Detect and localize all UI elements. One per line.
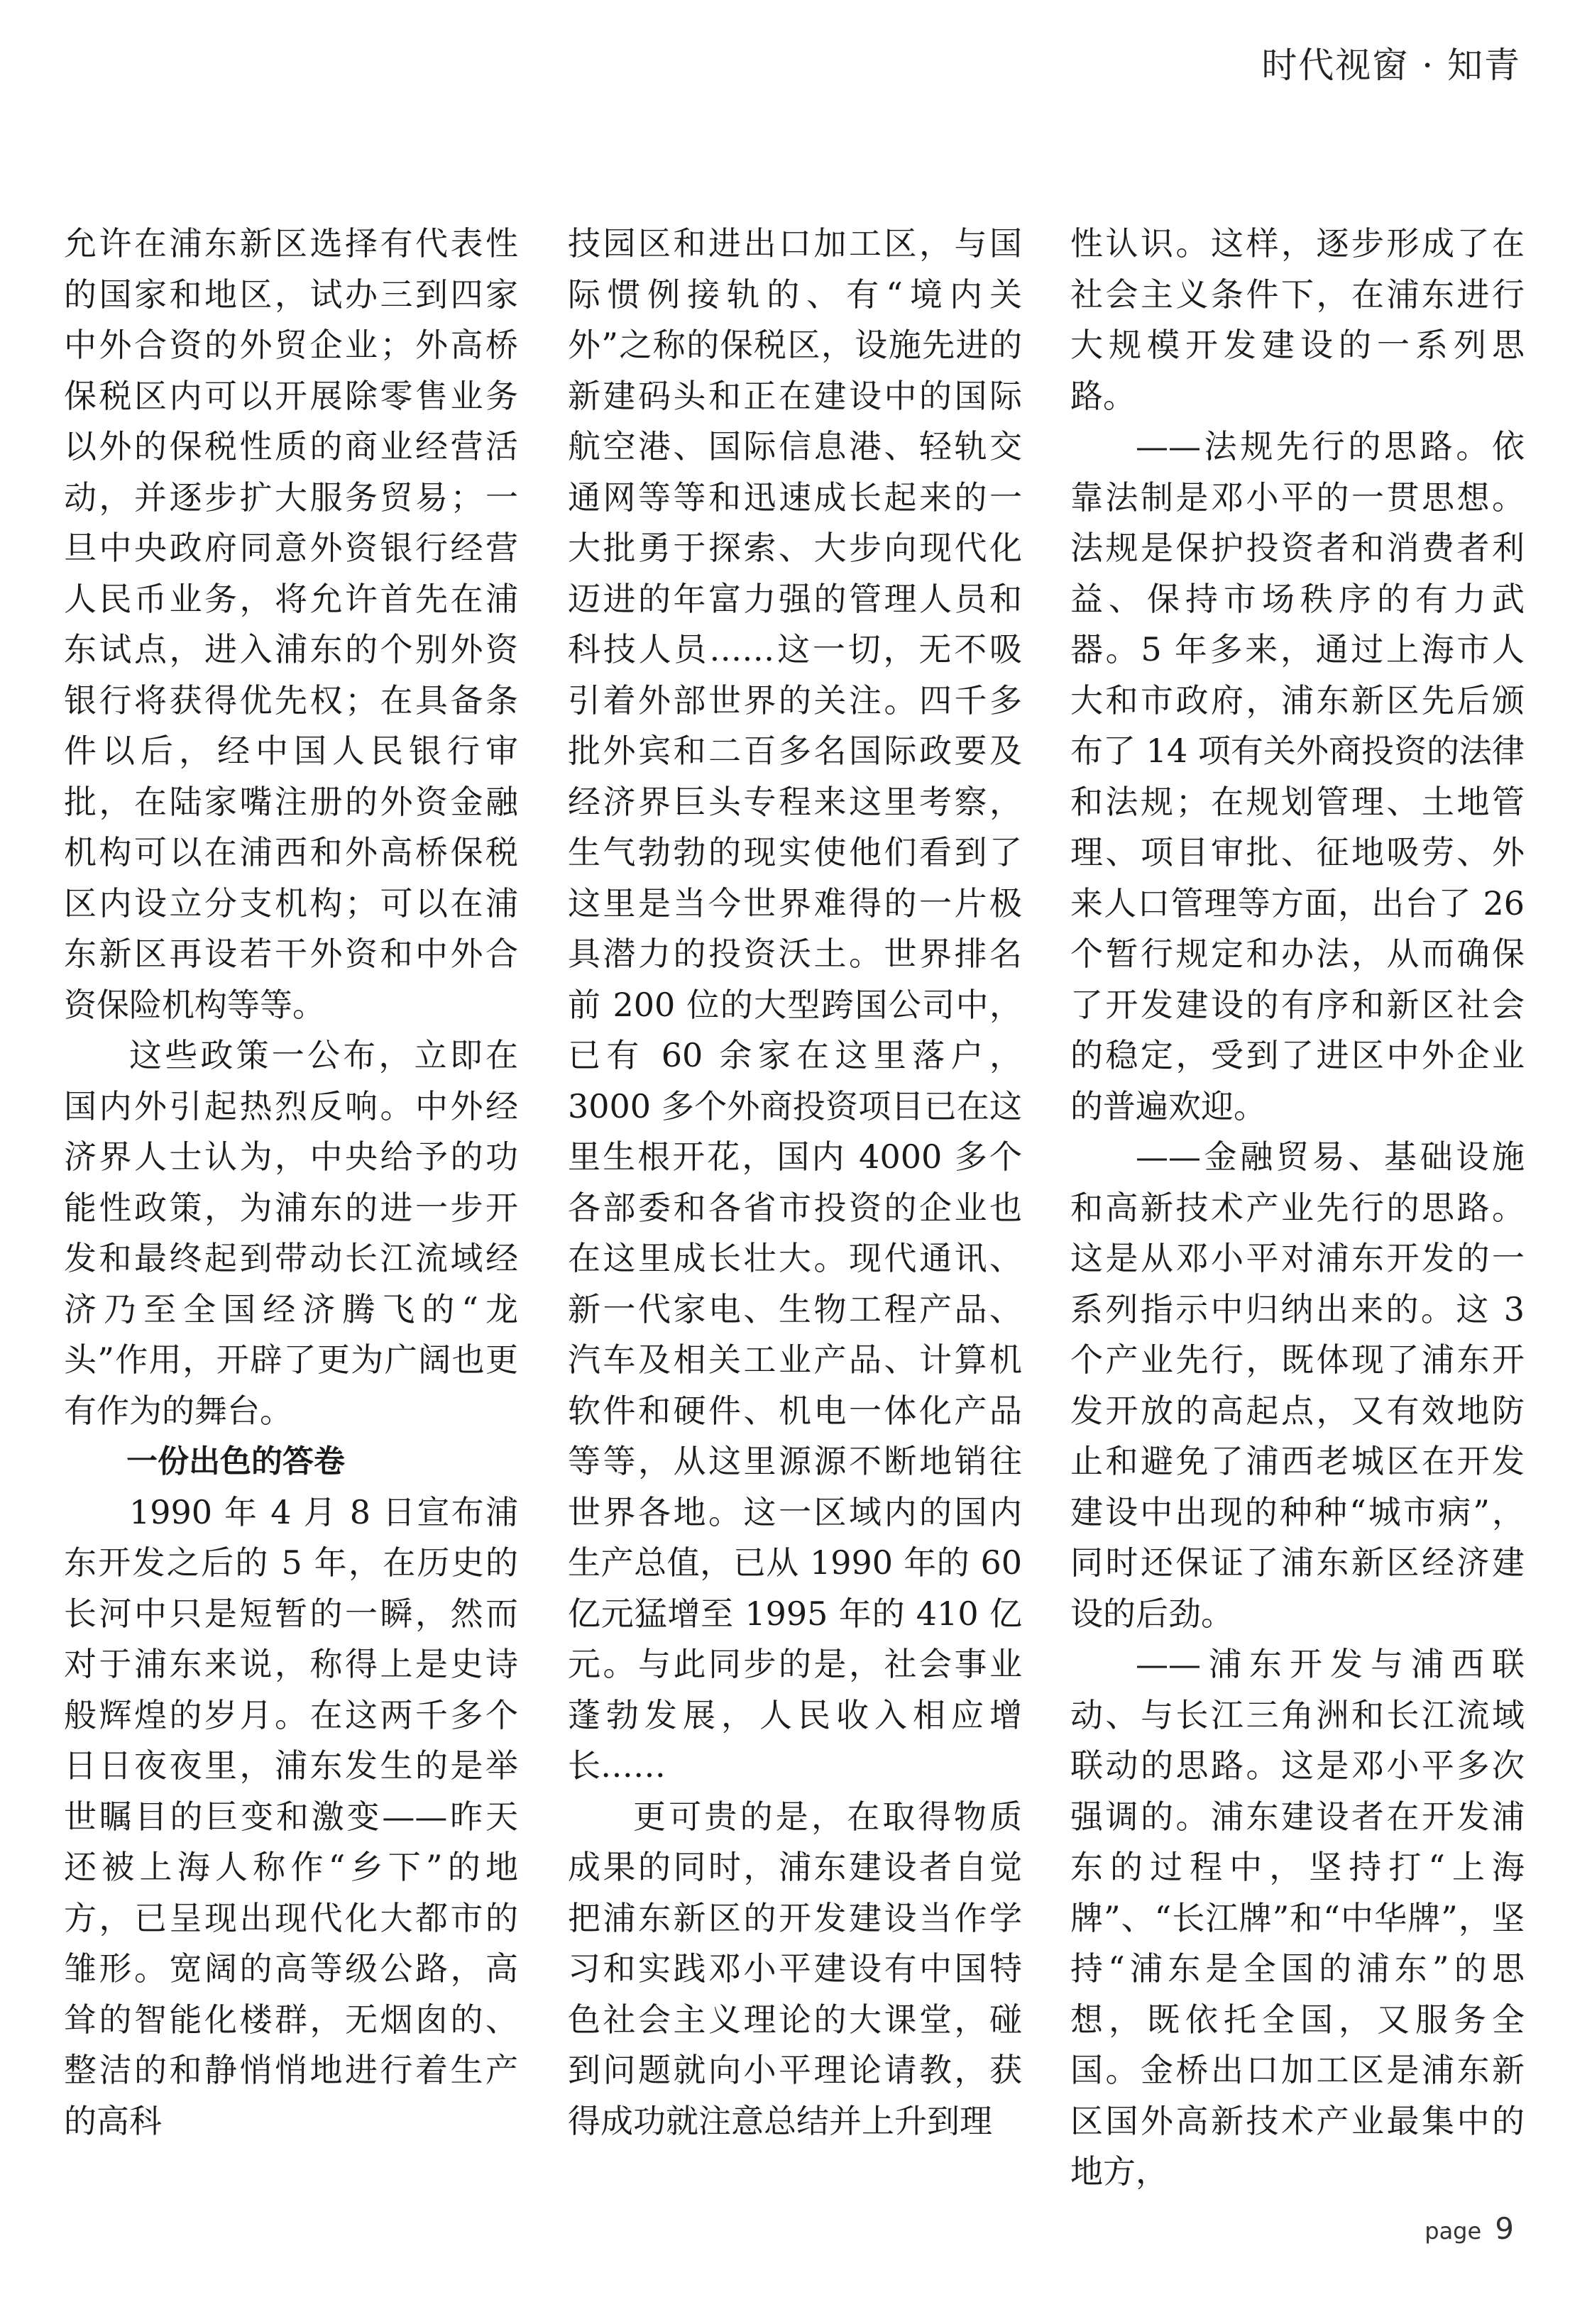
paragraph: 性认识。这样，逐步形成了在社会主义条件下，在浦东进行大规模开发建设的一系列思路。 [1070, 224, 1525, 415]
page-label: page [1424, 2218, 1482, 2245]
section-heading: 一份出色的答卷 [126, 1443, 345, 1480]
magazine-section-title: 时代视窗 · 知青 [1261, 45, 1521, 86]
paragraph: 更可贵的是，在取得物质成果的同时，浦东建设者自觉把浦东新区的开发建设当作学习和实践邓小平建设有中国特色社会主义理论的大课堂，碰到问题就向小平理论请教，获得成功就注意总结并上升到理 [568, 1797, 1022, 2140]
paragraph: 技园区和进出口加工区，与国际惯例接轨的、有“境内关外”之称的保税区，设施先进的新建码头和正在建设中的国际航空港、国际信息港、轻轨交通网等等和迅速成长起来的一大批勇于探索、大步向现代化迈进的年富力强的管理人员和科技人员……这一切，无不吸引着外部世界的关注。四千多批外宾和二百多名国际政要及经济界巨头专程来这里考察，生气勃勃的现实使他们看到了这里是当今世界难得的一片极具潜力的投资沃土。世界排名前 200 位的大型跨国公司中，已有 60 余家在这里落户，3000 多个外商投资项目已在这里生根开花，国内 4000 多个各部委和各省市投资的企业也在这里成长壮大。现代通讯、新一代家电、生物工程产品、汽车及相关工业产品、计算机软件和硬件、机电一体化产品等等，从这里源源不断地销往世界各地。这一区域内的国内生产总值，已从 1990 年的 60 亿元猛增至 1995 年的 410 亿元。与此同步的是，社会事业蓬勃发展，人民收入相应增长…… [568, 224, 1022, 1785]
text-column-1 [64, 219, 518, 2147]
paragraph: ——浦东开发与浦西联动、与长江三角洲和长江流域联动的思路。这是邓小平多次强调的。浦东建设者在开发浦东的过程中，坚持打“上海牌”、“长江牌”和“中华牌”，坚持“浦东是全国的浦东”的思想，既依托全国，又服务全国。金桥出口加工区是浦东新区国外高新技术产业最集中的地方， [1070, 1645, 1525, 2191]
page-footer [1424, 2211, 1514, 2246]
paragraph: ——法规先行的思路。依靠法制是邓小平的一贯思想。法规是保护投资者和消费者利益、保持市场秩序的有力武器。5 年多来，通过上海市人大和市政府，浦东新区先后颁布了 14 项有关外商投资的法律和法规；在规划管理、土地管理、项目审批、征地吸劳、外来人口管理等方面，出台了 26 个暂行规定和办法，从而确保了开发建设的有序和新区社会的稳定，受到了进区中外企业的普遍欢迎。 [1070, 427, 1525, 1125]
page-number: 9 [1495, 2211, 1514, 2246]
paragraph: 这些政策一公布，立即在国内外引起热烈反响。中外经济界人士认为，中央给予的功能性政策，为浦东的进一步开发和最终起到带动长江流域经济乃至全国经济腾飞的“龙头”作用，开辟了更为广阔也更有作为的舞台。 [64, 1036, 518, 1430]
text-column-2 [568, 219, 1022, 2147]
paragraph: ——金融贸易、基础设施和高新技术产业先行的思路。这是从邓小平对浦东开发的一系列指示中归纳出来的。这 3 个产业先行，既体现了浦东开发开放的高起点，又有效地防止和避免了浦西老城区在开发建设中出现的种种“城市病”，同时还保证了浦东新区经济建设的后劲。 [1070, 1138, 1525, 1633]
text-column-3 [1070, 219, 1525, 2198]
paragraph: 1990 年 4 月 8 日宣布浦东开发之后的 5 年，在历史的长河中只是短暂的一瞬，然而对于浦东来说，称得上是史诗般辉煌的岁月。在这两千多个日日夜夜里，浦东发生的是举世瞩目的巨变和激变——昨天还被上海人称作“乡下”的地方，已呈现出现代化大都市的雏形。宽阔的高等级公路，高耸的智能化楼群，无烟囱的、整洁的和静悄悄地进行着生产的高科 [64, 1492, 518, 2140]
paragraph: 允许在浦东新区选择有代表性的国家和地区，试办三到四家中外合资的外贸企业；外高桥保税区内可以开展除零售业务以外的保税性质的商业经营活动，并逐步扩大服务贸易；一旦中央政府同意外资银行经营人民币业务，将允许首先在浦东试点，进入浦东的个别外资银行将获得优先权；在具备条件以后，经中国人民银行审批，在陆家嘴注册的外资金融机构可以在浦西和外高桥保税区内设立分支机构；可以在浦东新区再设若干外资和中外合资保险机构等等。 [64, 224, 518, 1024]
